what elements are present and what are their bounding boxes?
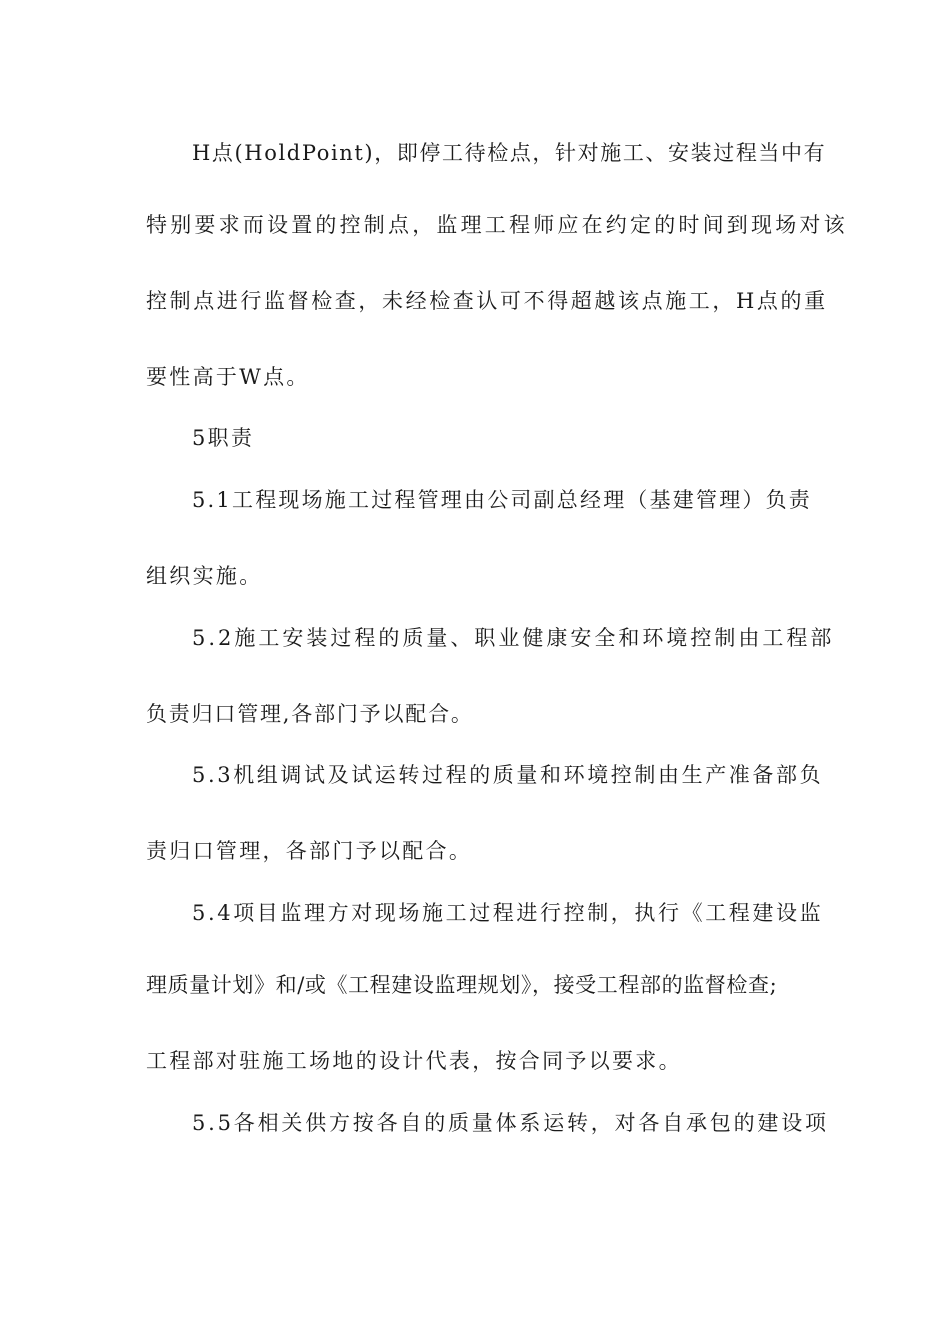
paragraph-line: 负责归口管理,各部门予以配合。 (146, 702, 474, 726)
paragraph-line: 5.3机组调试及试运转过程的质量和环境控制由生产准备部负 (192, 763, 824, 787)
paragraph-line: 工程部对驻施工场地的设计代表，按合同予以要求。 (146, 1049, 682, 1073)
paragraph-line: H点(HoldPoint)，即停工待检点，针对施工、安装过程当中有 (192, 141, 827, 165)
paragraph-line: 5.4项目监理方对现场施工过程进行控制，执行《工程建设监 (192, 901, 824, 925)
paragraph-line: 5.5各相关供方按各自的质量体系运转，对各自承包的建设项 (192, 1111, 829, 1135)
section-heading: 5职责 (192, 426, 255, 450)
paragraph-line: 理质量计划》和/或《工程建设监理规划》，接受工程部的监督检查; (146, 973, 778, 997)
paragraph-line: 责归口管理，各部门予以配合。 (146, 839, 473, 863)
paragraph-line: 控制点进行监督检查，未经检查认可不得超越该点施工，H点的重 (146, 289, 828, 313)
paragraph-line: 组织实施。 (146, 564, 263, 588)
paragraph-line: 特别要求而设置的控制点，监理工程师应在约定的时间到现场对该 (146, 213, 848, 237)
paragraph-line: 要性高于W点。 (146, 365, 310, 389)
paragraph-line: 5.2施工安装过程的质量、职业健康安全和环境控制由工程部 (192, 626, 835, 650)
paragraph-line: 5.1工程现场施工过程管理由公司副总经理（基建管理）负责 (192, 488, 812, 512)
